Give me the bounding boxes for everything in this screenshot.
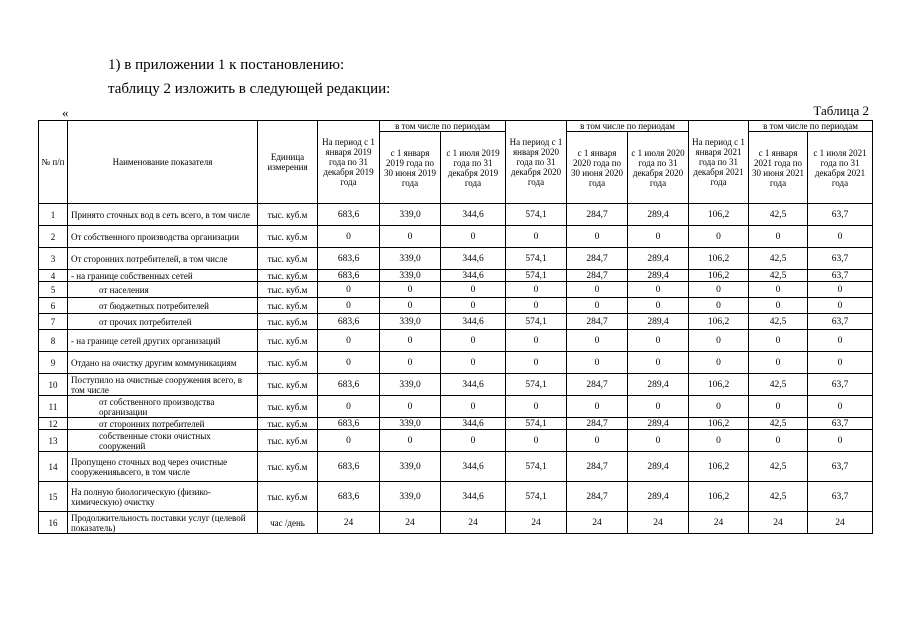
value-cell: 106,2 xyxy=(689,314,749,330)
header-unit: Единица измерения xyxy=(258,121,318,204)
value-cell: 0 xyxy=(628,330,689,352)
table-row xyxy=(39,418,873,430)
row-number: 10 xyxy=(39,374,68,396)
value-cell: 63,7 xyxy=(808,204,873,226)
row-number: 13 xyxy=(39,430,68,452)
row-number: 14 xyxy=(39,452,68,482)
value-cell: 574,1 xyxy=(506,314,567,330)
value-cell: 0 xyxy=(441,352,506,374)
value-cell: 42,5 xyxy=(749,452,808,482)
value-cell: 339,0 xyxy=(380,314,441,330)
value-cell: 0 xyxy=(628,226,689,248)
value-cell: 289,4 xyxy=(628,270,689,282)
value-cell: 289,4 xyxy=(628,248,689,270)
header-2021-h1: с 1 января 2021 года по 30 июня 2021 года xyxy=(749,132,808,204)
value-cell: 0 xyxy=(441,282,506,298)
value-cell: 0 xyxy=(628,282,689,298)
value-cell: 683,6 xyxy=(318,482,380,512)
value-cell: 0 xyxy=(689,282,749,298)
value-cell: 0 xyxy=(808,430,873,452)
intro-line-1: 1) в приложении 1 к постановлению: xyxy=(108,57,345,73)
value-cell: 683,6 xyxy=(318,248,380,270)
value-cell: 0 xyxy=(808,396,873,418)
value-cell: 0 xyxy=(318,430,380,452)
value-cell: 0 xyxy=(749,430,808,452)
header-2019-h1: с 1 января 2019 года по 30 июня 2019 года xyxy=(380,132,441,204)
indicator-name: от населения xyxy=(68,282,258,298)
value-cell: 0 xyxy=(318,282,380,298)
value-cell: 339,0 xyxy=(380,418,441,430)
value-cell: 0 xyxy=(380,430,441,452)
opening-quote: « xyxy=(62,105,69,120)
value-cell: 42,5 xyxy=(749,418,808,430)
value-cell: 339,0 xyxy=(380,270,441,282)
value-cell: 683,6 xyxy=(318,374,380,396)
value-cell: 344,6 xyxy=(441,374,506,396)
table-row xyxy=(39,482,873,512)
value-cell: 24 xyxy=(567,512,628,534)
value-cell: 0 xyxy=(318,352,380,374)
value-cell: 0 xyxy=(808,352,873,374)
value-cell: 106,2 xyxy=(689,418,749,430)
value-cell: 284,7 xyxy=(567,374,628,396)
value-cell: 0 xyxy=(506,226,567,248)
unit-cell: тыс. куб.м xyxy=(258,330,318,352)
header-group-2021: в том числе по периодам xyxy=(749,121,873,132)
value-cell: 0 xyxy=(380,396,441,418)
value-cell: 289,4 xyxy=(628,452,689,482)
table-row xyxy=(39,282,873,298)
indicator-name: от сторонних потребителей xyxy=(68,418,258,430)
table-row xyxy=(39,314,873,330)
header-2021-h2: с 1 июля 2021 года по 31 декабря 2021 года xyxy=(808,132,873,204)
value-cell: 284,7 xyxy=(567,204,628,226)
value-cell: 574,1 xyxy=(506,248,567,270)
value-cell: 42,5 xyxy=(749,270,808,282)
value-cell: 289,4 xyxy=(628,314,689,330)
value-cell: 0 xyxy=(689,352,749,374)
row-number: 16 xyxy=(39,512,68,534)
value-cell: 63,7 xyxy=(808,248,873,270)
table-row xyxy=(39,352,873,374)
value-cell: 0 xyxy=(808,330,873,352)
value-cell: 284,7 xyxy=(567,314,628,330)
value-cell: 42,5 xyxy=(749,374,808,396)
intro-line-2: таблицу 2 изложить в следующей редакции: xyxy=(108,81,391,97)
row-number: 12 xyxy=(39,418,68,430)
value-cell: 574,1 xyxy=(506,270,567,282)
value-cell: 106,2 xyxy=(689,452,749,482)
value-cell: 284,7 xyxy=(567,418,628,430)
indicator-name: От сторонних потребителей, в том числе xyxy=(68,248,258,270)
row-number: 9 xyxy=(39,352,68,374)
unit-cell: тыс. куб.м xyxy=(258,248,318,270)
header-2019-h2: с 1 июля 2019 года по 31 декабря 2019 года xyxy=(441,132,506,204)
value-cell: 24 xyxy=(749,512,808,534)
unit-cell: тыс. куб.м xyxy=(258,270,318,282)
indicator-name: Пропущено сточных вод через очистные сооруженияьвсего, в том числе xyxy=(68,452,258,482)
value-cell: 63,7 xyxy=(808,270,873,282)
value-cell: 0 xyxy=(441,430,506,452)
value-cell: 0 xyxy=(567,226,628,248)
indicator-name: - на границе сетей других организаций xyxy=(68,330,258,352)
table-row xyxy=(39,512,873,534)
unit-cell: тыс. куб.м xyxy=(258,430,318,452)
value-cell: 0 xyxy=(689,396,749,418)
value-cell: 344,6 xyxy=(441,482,506,512)
table-row xyxy=(39,330,873,352)
row-number: 7 xyxy=(39,314,68,330)
value-cell: 0 xyxy=(380,298,441,314)
value-cell: 0 xyxy=(808,226,873,248)
unit-cell: тыс. куб.м xyxy=(258,396,318,418)
value-cell: 574,1 xyxy=(506,204,567,226)
header-2020-h1: с 1 января 2020 года по 30 июня 2020 года xyxy=(567,132,628,204)
indicators-table xyxy=(38,120,873,534)
value-cell: 0 xyxy=(808,298,873,314)
unit-cell: тыс. куб.м xyxy=(258,482,318,512)
value-cell: 63,7 xyxy=(808,374,873,396)
value-cell: 0 xyxy=(628,396,689,418)
value-cell: 63,7 xyxy=(808,314,873,330)
table-row xyxy=(39,226,873,248)
value-cell: 284,7 xyxy=(567,270,628,282)
value-cell: 683,6 xyxy=(318,204,380,226)
table-body xyxy=(39,204,873,534)
unit-cell: тыс. куб.м xyxy=(258,298,318,314)
indicator-name: - на границе собственных сетей xyxy=(68,270,258,282)
value-cell: 344,6 xyxy=(441,314,506,330)
indicator-name: Поступило на очистные сооружения всего, в том числе xyxy=(68,374,258,396)
row-number: 4 xyxy=(39,270,68,282)
value-cell: 0 xyxy=(689,330,749,352)
value-cell: 0 xyxy=(318,330,380,352)
unit-cell: тыс. куб.м xyxy=(258,374,318,396)
value-cell: 0 xyxy=(441,298,506,314)
value-cell: 0 xyxy=(441,330,506,352)
value-cell: 0 xyxy=(749,396,808,418)
value-cell: 0 xyxy=(628,298,689,314)
value-cell: 106,2 xyxy=(689,204,749,226)
value-cell: 0 xyxy=(628,430,689,452)
value-cell: 339,0 xyxy=(380,248,441,270)
value-cell: 0 xyxy=(380,282,441,298)
value-cell: 683,6 xyxy=(318,314,380,330)
row-number: 8 xyxy=(39,330,68,352)
value-cell: 289,4 xyxy=(628,482,689,512)
table-row xyxy=(39,374,873,396)
unit-cell: тыс. куб.м xyxy=(258,204,318,226)
value-cell: 42,5 xyxy=(749,314,808,330)
header-period-2021: На период с 1 января 2021 года по 31 декабря 2021 года xyxy=(689,121,749,204)
value-cell: 339,0 xyxy=(380,482,441,512)
row-number: 3 xyxy=(39,248,68,270)
value-cell: 284,7 xyxy=(567,452,628,482)
value-cell: 24 xyxy=(808,512,873,534)
value-cell: 289,4 xyxy=(628,204,689,226)
value-cell: 289,4 xyxy=(628,418,689,430)
value-cell: 42,5 xyxy=(749,248,808,270)
value-cell: 574,1 xyxy=(506,374,567,396)
value-cell: 106,2 xyxy=(689,248,749,270)
value-cell: 284,7 xyxy=(567,482,628,512)
value-cell: 339,0 xyxy=(380,204,441,226)
value-cell: 0 xyxy=(506,330,567,352)
header-period-2019: На период с 1 января 2019 года по 31 декабря 2019 года xyxy=(318,121,380,204)
table-row xyxy=(39,298,873,314)
value-cell: 574,1 xyxy=(506,452,567,482)
unit-cell: тыс. куб.м xyxy=(258,226,318,248)
value-cell: 344,6 xyxy=(441,248,506,270)
row-number: 6 xyxy=(39,298,68,314)
value-cell: 63,7 xyxy=(808,482,873,512)
table-row xyxy=(39,396,873,418)
table-row xyxy=(39,204,873,226)
table-title: Таблица 2 xyxy=(813,103,869,118)
indicator-name: собственные стоки очистных сооружений xyxy=(68,430,258,452)
value-cell: 42,5 xyxy=(749,204,808,226)
value-cell: 0 xyxy=(689,298,749,314)
value-cell: 24 xyxy=(318,512,380,534)
value-cell: 0 xyxy=(567,282,628,298)
value-cell: 683,6 xyxy=(318,418,380,430)
value-cell: 0 xyxy=(689,226,749,248)
value-cell: 339,0 xyxy=(380,452,441,482)
value-cell: 0 xyxy=(506,352,567,374)
value-cell: 0 xyxy=(441,396,506,418)
indicator-name: Продолжительность поставки услуг (целевой показатель) xyxy=(68,512,258,534)
value-cell: 0 xyxy=(749,282,808,298)
value-cell: 0 xyxy=(506,396,567,418)
value-cell: 0 xyxy=(689,430,749,452)
value-cell: 0 xyxy=(318,396,380,418)
value-cell: 63,7 xyxy=(808,418,873,430)
value-cell: 574,1 xyxy=(506,482,567,512)
value-cell: 0 xyxy=(567,298,628,314)
value-cell: 0 xyxy=(380,226,441,248)
value-cell: 0 xyxy=(749,352,808,374)
header-group-2019: в том числе по периодам xyxy=(380,121,506,132)
value-cell: 42,5 xyxy=(749,482,808,512)
value-cell: 344,6 xyxy=(441,270,506,282)
value-cell: 0 xyxy=(506,430,567,452)
table-row xyxy=(39,430,873,452)
value-cell: 0 xyxy=(749,298,808,314)
indicator-name: Принято сточных вод в сеть всего, в том числе xyxy=(68,204,258,226)
indicator-name: Отдано на очистку другим коммуникациям xyxy=(68,352,258,374)
row-number: 1 xyxy=(39,204,68,226)
value-cell: 344,6 xyxy=(441,204,506,226)
row-number: 15 xyxy=(39,482,68,512)
unit-cell: тыс. куб.м xyxy=(258,418,318,430)
header-period-2020: На период с 1 января 2020 года по 31 декабря 2020 года xyxy=(506,121,567,204)
value-cell: 683,6 xyxy=(318,452,380,482)
value-cell: 0 xyxy=(749,226,808,248)
value-cell: 339,0 xyxy=(380,374,441,396)
unit-cell: час /день xyxy=(258,512,318,534)
value-cell: 574,1 xyxy=(506,418,567,430)
value-cell: 0 xyxy=(628,352,689,374)
header-num: № п/п xyxy=(39,121,68,204)
table-row xyxy=(39,270,873,282)
value-cell: 0 xyxy=(380,352,441,374)
value-cell: 284,7 xyxy=(567,248,628,270)
value-cell: 0 xyxy=(567,430,628,452)
indicator-name: От собственного производства организации xyxy=(68,226,258,248)
value-cell: 0 xyxy=(318,226,380,248)
value-cell: 24 xyxy=(506,512,567,534)
value-cell: 106,2 xyxy=(689,374,749,396)
value-cell: 344,6 xyxy=(441,418,506,430)
value-cell: 0 xyxy=(808,282,873,298)
value-cell: 24 xyxy=(628,512,689,534)
value-cell: 344,6 xyxy=(441,452,506,482)
value-cell: 0 xyxy=(567,396,628,418)
value-cell: 683,6 xyxy=(318,270,380,282)
unit-cell: тыс. куб.м xyxy=(258,314,318,330)
header-group-2020: в том числе по периодам xyxy=(567,121,689,132)
indicator-name: от прочих потребителей xyxy=(68,314,258,330)
value-cell: 0 xyxy=(318,298,380,314)
header-name: Наименование показателя xyxy=(68,121,258,204)
value-cell: 289,4 xyxy=(628,374,689,396)
header-2020-h2: с 1 июля 2020 года по 31 декабря 2020 года xyxy=(628,132,689,204)
row-number: 5 xyxy=(39,282,68,298)
row-number: 2 xyxy=(39,226,68,248)
unit-cell: тыс. куб.м xyxy=(258,352,318,374)
indicator-name: На полную биологическую (физико-химическую) очистку xyxy=(68,482,258,512)
unit-cell: тыс. куб.м xyxy=(258,282,318,298)
unit-cell: тыс. куб.м xyxy=(258,452,318,482)
indicator-name: от бюджетных потребителей xyxy=(68,298,258,314)
value-cell: 106,2 xyxy=(689,270,749,282)
table-row xyxy=(39,452,873,482)
value-cell: 0 xyxy=(567,330,628,352)
value-cell: 24 xyxy=(689,512,749,534)
value-cell: 106,2 xyxy=(689,482,749,512)
row-number: 11 xyxy=(39,396,68,418)
indicator-name: от собственного производства организации xyxy=(68,396,258,418)
value-cell: 0 xyxy=(506,282,567,298)
value-cell: 24 xyxy=(441,512,506,534)
value-cell: 0 xyxy=(567,352,628,374)
value-cell: 0 xyxy=(506,298,567,314)
table-row xyxy=(39,248,873,270)
value-cell: 0 xyxy=(441,226,506,248)
value-cell: 63,7 xyxy=(808,452,873,482)
value-cell: 0 xyxy=(749,330,808,352)
value-cell: 0 xyxy=(380,330,441,352)
value-cell: 24 xyxy=(380,512,441,534)
